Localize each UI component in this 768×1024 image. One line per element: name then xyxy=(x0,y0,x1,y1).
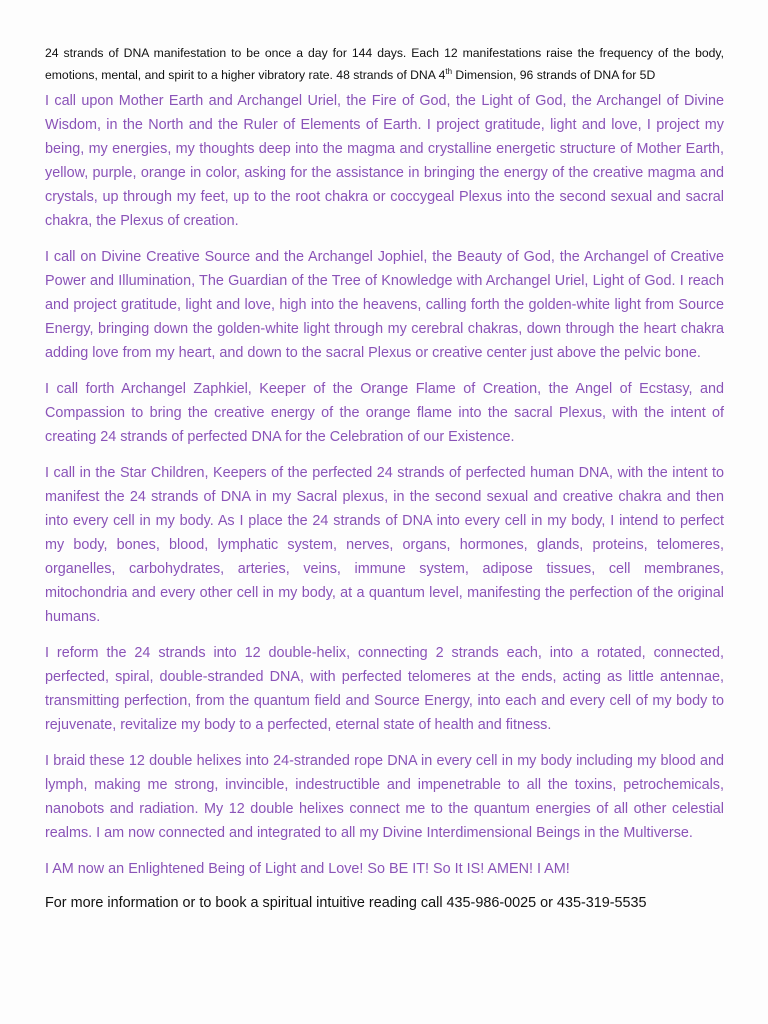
contact-footer: For more information or to book a spiritual intuitive reading call 435-986-0025 or 435-319-5535 xyxy=(45,895,647,911)
intro-text-part2: Dimension, 96 strands of DNA for 5D xyxy=(452,68,656,82)
paragraph-mother-earth: I call upon Mother Earth and Archangel Uriel, the Fire of God, the Light of God, the Archangel of Divine Wisdom, in the North and the Ruler of Elements of Earth. I project gratitude, light and love, I project my being, my energies, my thoughts deep into the magma and crystalline energetic structure of Mother Earth, yellow, purple, orange in color, asking for the assistance in bringing the energy of the creative magma and crystals, up through my feet, up to the root chakra or coccygeal Plexus into the second sexual and sacral chakra, the Plexus of creation. xyxy=(45,93,724,229)
affirmation-line: I AM now an Enlightened Being of Light and Love! So BE IT! So It IS! AMEN! I AM! xyxy=(45,861,570,877)
intro-note xyxy=(45,42,724,86)
intro-text-part1: 24 strands of DNA manifestation to be once a day for 144 days. Each 12 manifestations raise the frequency of the body, emotions, mental, and spirit to a higher vibratory rate. 48 strands of DNA 4 xyxy=(45,46,724,82)
intro-superscript: th xyxy=(445,66,453,76)
paragraph-star-children: I call in the Star Children, Keepers of the perfected 24 strands of perfected human DNA, with the intent to manifest the 24 strands of DNA in my Sacral plexus, in the second sexual and creative chakra and then into every cell in my body. As I place the 24 strands of DNA into every cell in my body, I intend to perfect my body, bones, blood, lymphatic system, nerves, organs, hormones, glands, proteins, telomeres, organelles, carbohydrates, arteries, veins, immune system, adipose tissues, cell membranes, mitochondria and every other cell in my body, at a quantum level, manifesting the perfection of the original humans. xyxy=(45,465,724,625)
paragraph-double-helix: I reform the 24 strands into 12 double-helix, connecting 2 strands each, into a rotated, connected, perfected, spiral, double-stranded DNA, with perfected telomeres at the ends, acting as little antennae, transmitting perfection, from the quantum field and Source Energy, into each and every cell of my body to rejuvenate, revitalize my body to a perfected, eternal state of health and fitness. xyxy=(45,645,724,733)
paragraph-zaphkiel: I call forth Archangel Zaphkiel, Keeper of the Orange Flame of Creation, the Angel of Ecstasy, and Compassion to bring the creative energy of the orange flame into the sacral Plexus, with the intent of creating 24 strands of perfected DNA for the Celebration of our Existence. xyxy=(45,381,724,445)
paragraph-divine-source: I call on Divine Creative Source and the Archangel Jophiel, the Beauty of God, the Archangel of Creative Power and Illumination, The Guardian of the Tree of Knowledge with Archangel Uriel, Light of God. I reach and project gratitude, light and love, high into the heavens, calling forth the golden-white light from Source Energy, bringing down the golden-white light through my cerebral chakras, down through the heart chakra adding love from my heart, and down to the sacral Plexus or creative center just above the pelvic bone. xyxy=(45,249,724,361)
paragraph-braid: I braid these 12 double helixes into 24-stranded rope DNA in every cell in my body including my blood and lymph, making me strong, invincible, indestructible and impenetrable to all the toxins, petrochemicals, nanobots and radiation. My 12 double helixes connect me to the quantum energies of all other celestial realms. I am now connected and integrated to all my Divine Interdimensional Beings in the Multiverse. xyxy=(45,753,724,841)
